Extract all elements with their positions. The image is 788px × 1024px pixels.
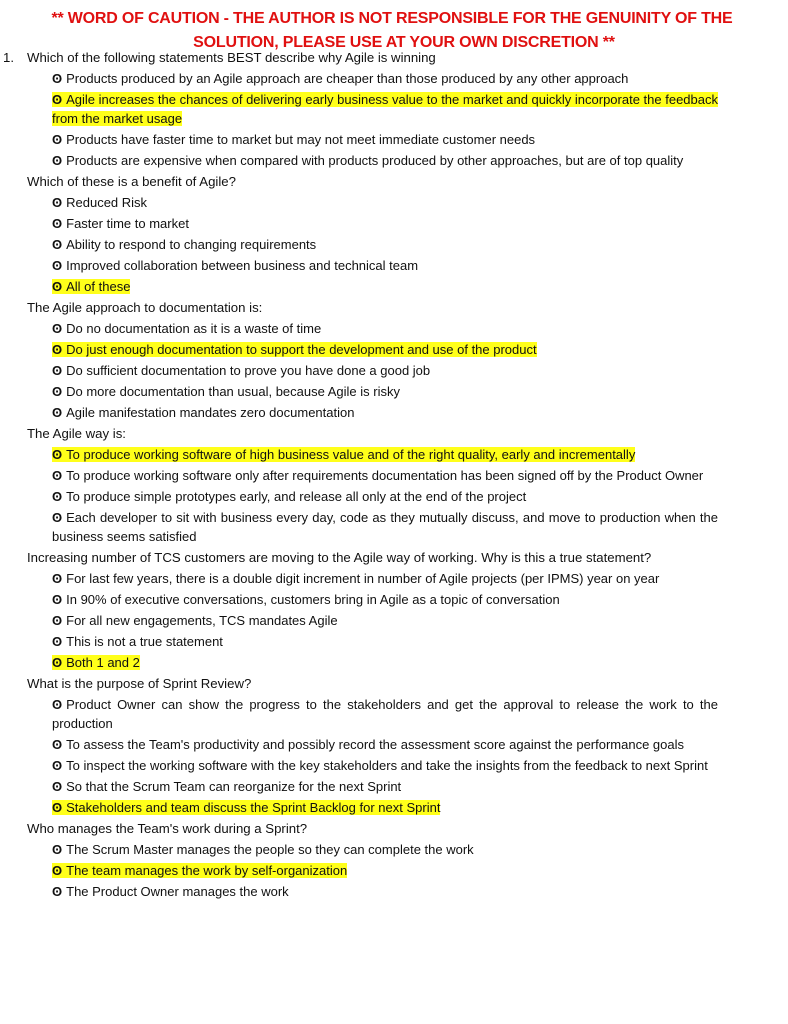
answer-option	[0, 569, 718, 588]
highlight	[52, 279, 130, 294]
option-text: This is not a true statement	[66, 634, 223, 649]
question-text: What is the purpose of Sprint Review?	[27, 676, 252, 691]
radio-bullet-icon: ʘ	[52, 153, 63, 168]
option-text: The Product Owner manages the work	[66, 884, 289, 899]
radio-bullet-icon: ʘ	[52, 468, 63, 483]
option-wrap	[52, 697, 718, 731]
answer-option-correct	[0, 798, 718, 817]
option-text: The team manages the work by self-organization	[66, 863, 348, 878]
radio-bullet-icon: ʘ	[52, 342, 63, 357]
option-text: So that the Scrum Team can reorganize for the next Sprint	[66, 779, 402, 794]
question	[0, 820, 717, 838]
caution-line-1: ** WORD OF CAUTION - THE AUTHOR IS NOT RESPONSIBLE FOR THE GENUINITY OF THE	[51, 10, 733, 27]
answer-option	[0, 235, 718, 254]
option-wrap	[52, 884, 289, 899]
radio-bullet-icon: ʘ	[52, 363, 63, 378]
option-wrap	[52, 758, 708, 773]
option-text: Both 1 and 2	[66, 655, 140, 670]
question-text: Which of the following statements BEST describe why Agile is winning	[27, 50, 436, 65]
answer-option	[0, 319, 718, 338]
radio-bullet-icon: ʘ	[52, 758, 63, 773]
option-wrap	[52, 384, 400, 399]
option-text: Product Owner can show the progress to the stakeholders and get the approval to release the work to the production	[52, 697, 718, 731]
radio-bullet-icon: ʘ	[52, 71, 63, 86]
radio-bullet-icon: ʘ	[52, 842, 63, 857]
question	[0, 675, 717, 693]
answer-option	[0, 882, 718, 899]
option-wrap	[52, 489, 526, 504]
radio-bullet-icon: ʘ	[52, 279, 63, 294]
radio-bullet-icon: ʘ	[52, 779, 63, 794]
question-text: Who manages the Team's work during a Sprint?	[27, 821, 308, 836]
option-wrap	[52, 634, 223, 649]
answer-option-correct	[0, 445, 718, 464]
option-text: The Scrum Master manages the people so they can complete the work	[66, 842, 474, 857]
option-wrap	[52, 510, 718, 544]
caution-line-2: SOLUTION, PLEASE USE AT YOUR OWN DISCRETION **	[193, 34, 615, 51]
option-wrap	[52, 237, 316, 252]
radio-bullet-icon: ʘ	[52, 447, 63, 462]
answer-option	[0, 382, 718, 401]
answer-option	[0, 695, 718, 733]
option-wrap	[52, 842, 474, 857]
option-text: Products have faster time to market but may not meet immediate customer needs	[66, 132, 536, 147]
answer-option	[0, 735, 718, 754]
option-text: Do no documentation as it is a waste of time	[66, 321, 322, 336]
question	[0, 299, 717, 317]
radio-bullet-icon: ʘ	[52, 132, 63, 147]
highlight	[52, 92, 718, 126]
option-text: Ability to respond to changing requirements	[66, 237, 317, 252]
answer-option-correct	[0, 340, 718, 359]
radio-bullet-icon: ʘ	[52, 384, 63, 399]
option-wrap	[52, 321, 321, 336]
option-wrap	[52, 592, 560, 607]
question-text: The Agile approach to documentation is:	[27, 300, 263, 315]
radio-bullet-icon: ʘ	[52, 237, 63, 252]
option-text: Faster time to market	[66, 216, 189, 231]
question	[0, 49, 717, 67]
option-text: Do just enough documentation to support the development and use of the product	[66, 342, 537, 357]
option-wrap	[52, 405, 354, 420]
option-text: Do more documentation than usual, because Agile is risky	[66, 384, 400, 399]
question	[0, 173, 717, 191]
answer-option	[0, 590, 718, 609]
option-wrap	[52, 132, 535, 147]
radio-bullet-icon: ʘ	[52, 195, 63, 210]
answer-option-correct	[0, 653, 718, 672]
question	[0, 549, 717, 567]
option-text: Do sufficient documentation to prove you have done a good job	[66, 363, 431, 378]
option-text: Reduced Risk	[66, 195, 148, 210]
option-wrap	[52, 153, 683, 168]
option-text: Products are expensive when compared with products produced by other approaches, but are of top quality	[66, 153, 684, 168]
option-wrap	[52, 258, 418, 273]
answer-option	[0, 130, 718, 149]
option-text: For last few years, there is a double digit increment in number of Agile projects (per IPMS) year on year	[66, 571, 660, 586]
radio-bullet-icon: ʘ	[52, 863, 63, 878]
radio-bullet-icon: ʘ	[52, 258, 63, 273]
question	[0, 425, 717, 443]
answer-option	[0, 193, 718, 212]
radio-bullet-icon: ʘ	[52, 884, 63, 899]
answer-option	[0, 214, 718, 233]
option-text: To produce simple prototypes early, and release all only at the end of the project	[66, 489, 527, 504]
highlight	[52, 863, 347, 878]
radio-bullet-icon: ʘ	[52, 800, 63, 815]
option-text: To assess the Team's productivity and possibly record the assessment score against the performance goals	[66, 737, 685, 752]
answer-option	[0, 840, 718, 859]
option-wrap	[52, 571, 659, 586]
option-text: To inspect the working software with the key stakeholders and take the insights from the feedback to next Sprint	[66, 758, 708, 773]
option-wrap	[52, 195, 147, 210]
radio-bullet-icon: ʘ	[52, 697, 63, 712]
highlight	[52, 447, 635, 462]
option-text: For all new engagements, TCS mandates Agile	[66, 613, 338, 628]
option-text: Agile manifestation mandates zero documentation	[66, 405, 355, 420]
question-number: 1.	[3, 50, 14, 65]
question-text: Which of these is a benefit of Agile?	[27, 174, 236, 189]
option-text: Improved collaboration between business and technical team	[66, 258, 419, 273]
radio-bullet-icon: ʘ	[52, 571, 63, 586]
answer-option	[0, 632, 718, 651]
answer-option	[0, 69, 718, 88]
option-text: To produce working software only after requirements documentation has been signed off by the Product Owner	[66, 468, 704, 483]
radio-bullet-icon: ʘ	[52, 613, 63, 628]
option-wrap	[52, 613, 338, 628]
answer-option-correct	[0, 90, 718, 128]
option-wrap	[52, 363, 430, 378]
answer-option	[0, 466, 718, 485]
answer-option	[0, 611, 718, 630]
radio-bullet-icon: ʘ	[52, 510, 63, 525]
question-text: The Agile way is:	[27, 426, 126, 441]
answer-option	[0, 777, 718, 796]
radio-bullet-icon: ʘ	[52, 92, 63, 107]
answer-option-correct	[0, 277, 718, 296]
radio-bullet-icon: ʘ	[52, 405, 63, 420]
question-text: Increasing number of TCS customers are moving to the Agile way of working. Why is this a true statement?	[27, 550, 652, 565]
radio-bullet-icon: ʘ	[52, 489, 63, 504]
answer-option	[0, 256, 718, 275]
option-text: In 90% of executive conversations, customers bring in Agile as a topic of conversation	[66, 592, 560, 607]
radio-bullet-icon: ʘ	[52, 321, 63, 336]
option-text: Stakeholders and team discuss the Sprint Backlog for next Sprint	[66, 800, 441, 815]
option-wrap	[52, 737, 684, 752]
option-text: All of these	[66, 279, 131, 294]
answer-option	[0, 361, 718, 380]
option-text: Products produced by an Agile approach are cheaper than those produced by any other approach	[66, 71, 629, 86]
radio-bullet-icon: ʘ	[52, 634, 63, 649]
option-wrap	[52, 216, 189, 231]
radio-bullet-icon: ʘ	[52, 655, 63, 670]
option-wrap	[52, 71, 628, 86]
question-list	[0, 46, 768, 899]
option-wrap	[52, 779, 401, 794]
radio-bullet-icon: ʘ	[52, 592, 63, 607]
option-text: To produce working software of high business value and of the right quality, early and incrementally	[66, 447, 636, 462]
highlight	[52, 800, 440, 815]
answer-option	[0, 403, 718, 422]
answer-option	[0, 487, 718, 506]
highlight	[52, 655, 140, 670]
radio-bullet-icon: ʘ	[52, 216, 63, 231]
option-text: Agile increases the chances of delivering early business value to the market and quickly incorporate the feedback from the market usage	[52, 92, 718, 126]
radio-bullet-icon: ʘ	[52, 737, 63, 752]
answer-option	[0, 508, 718, 546]
answer-option	[0, 151, 718, 170]
highlight	[52, 342, 537, 357]
option-wrap	[52, 468, 703, 483]
option-text: Each developer to sit with business every day, code as they mutually discuss, and move to production when the business seems satisfied	[52, 510, 718, 544]
answer-option-correct	[0, 861, 718, 880]
answer-option	[0, 756, 718, 775]
